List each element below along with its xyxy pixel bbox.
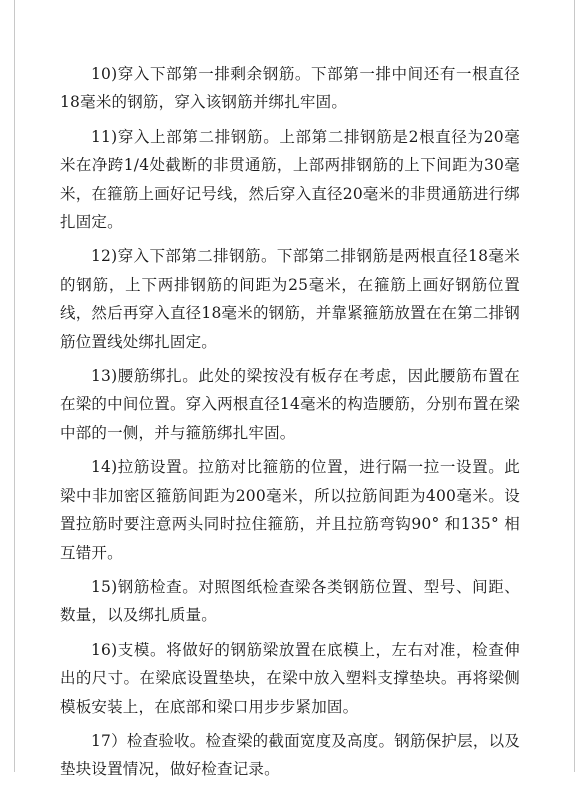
paragraph-step-13: 13)腰筋绑扎。此处的梁按没有板存在考虑，因此腰筋布置在在梁的中间位置。穿入两根直径14毫米的构造腰筋，分别布置在梁中部的一侧，并与箍筋绑扎牢固。 (60, 367, 520, 442)
page-right-border (574, 0, 575, 772)
paragraph-step-16: 16)支模。将做好的钢筋梁放置在底模上，左右对准，检查伸出的尺寸。在梁底设置垫块，在梁中放入塑料支撑垫块。再将梁侧模板安装上，在底部和梁口用步步紧加固。 (60, 640, 520, 716)
paragraph-step-11: 11)穿入上部第二排钢筋。上部第二排钢筋是2根直径为20毫米在净跨1/4处截断的非贯通筋，上部两排钢筋的上下间距为30毫米，在箍筋上画好记号线，然后穿入直径20毫米的非贯通筋进行绑扎固定。 (60, 127, 520, 232)
document-body (60, 60, 520, 790)
paragraph-step-14: 14)拉筋设置。拉筋对比箍筋的位置，进行隔一拉一设置。此梁中非加密区箍筋间距为200毫米，所以拉筋间距为400毫米。设置拉筋时要注意两头同时拉住箍筋，并且拉筋弯钩90° 和135° 相互错开。 (60, 458, 520, 562)
paragraph-step-12: 12)穿入下部第二排钢筋。下部第二排钢筋是两根直径18毫米的钢筋，上下两排钢筋的间距为25毫米，在箍筋上画好钢筋位置线，然后再穿入直径18毫米的钢筋，并靠紧箍筋放置在在第二排钢筋位置线处绑扎固定。 (60, 247, 520, 351)
paragraph-step-10: 10)穿入下部第一排剩余钢筋。下部第一排中间还有一根直径18毫米的钢筋，穿入该钢筋并绑扎牢固。 (60, 65, 520, 112)
paragraph-step-15: 15)钢筋检查。对照图纸检查梁各类钢筋位置、型号、间距、数量，以及绑扎质量。 (60, 577, 520, 625)
page-left-border (14, 0, 15, 772)
paragraph-step-17: 17）检查验收。检查梁的截面宽度及高度。钢筋保护层，以及垫块设置情况，做好检查记录。 (60, 731, 520, 779)
